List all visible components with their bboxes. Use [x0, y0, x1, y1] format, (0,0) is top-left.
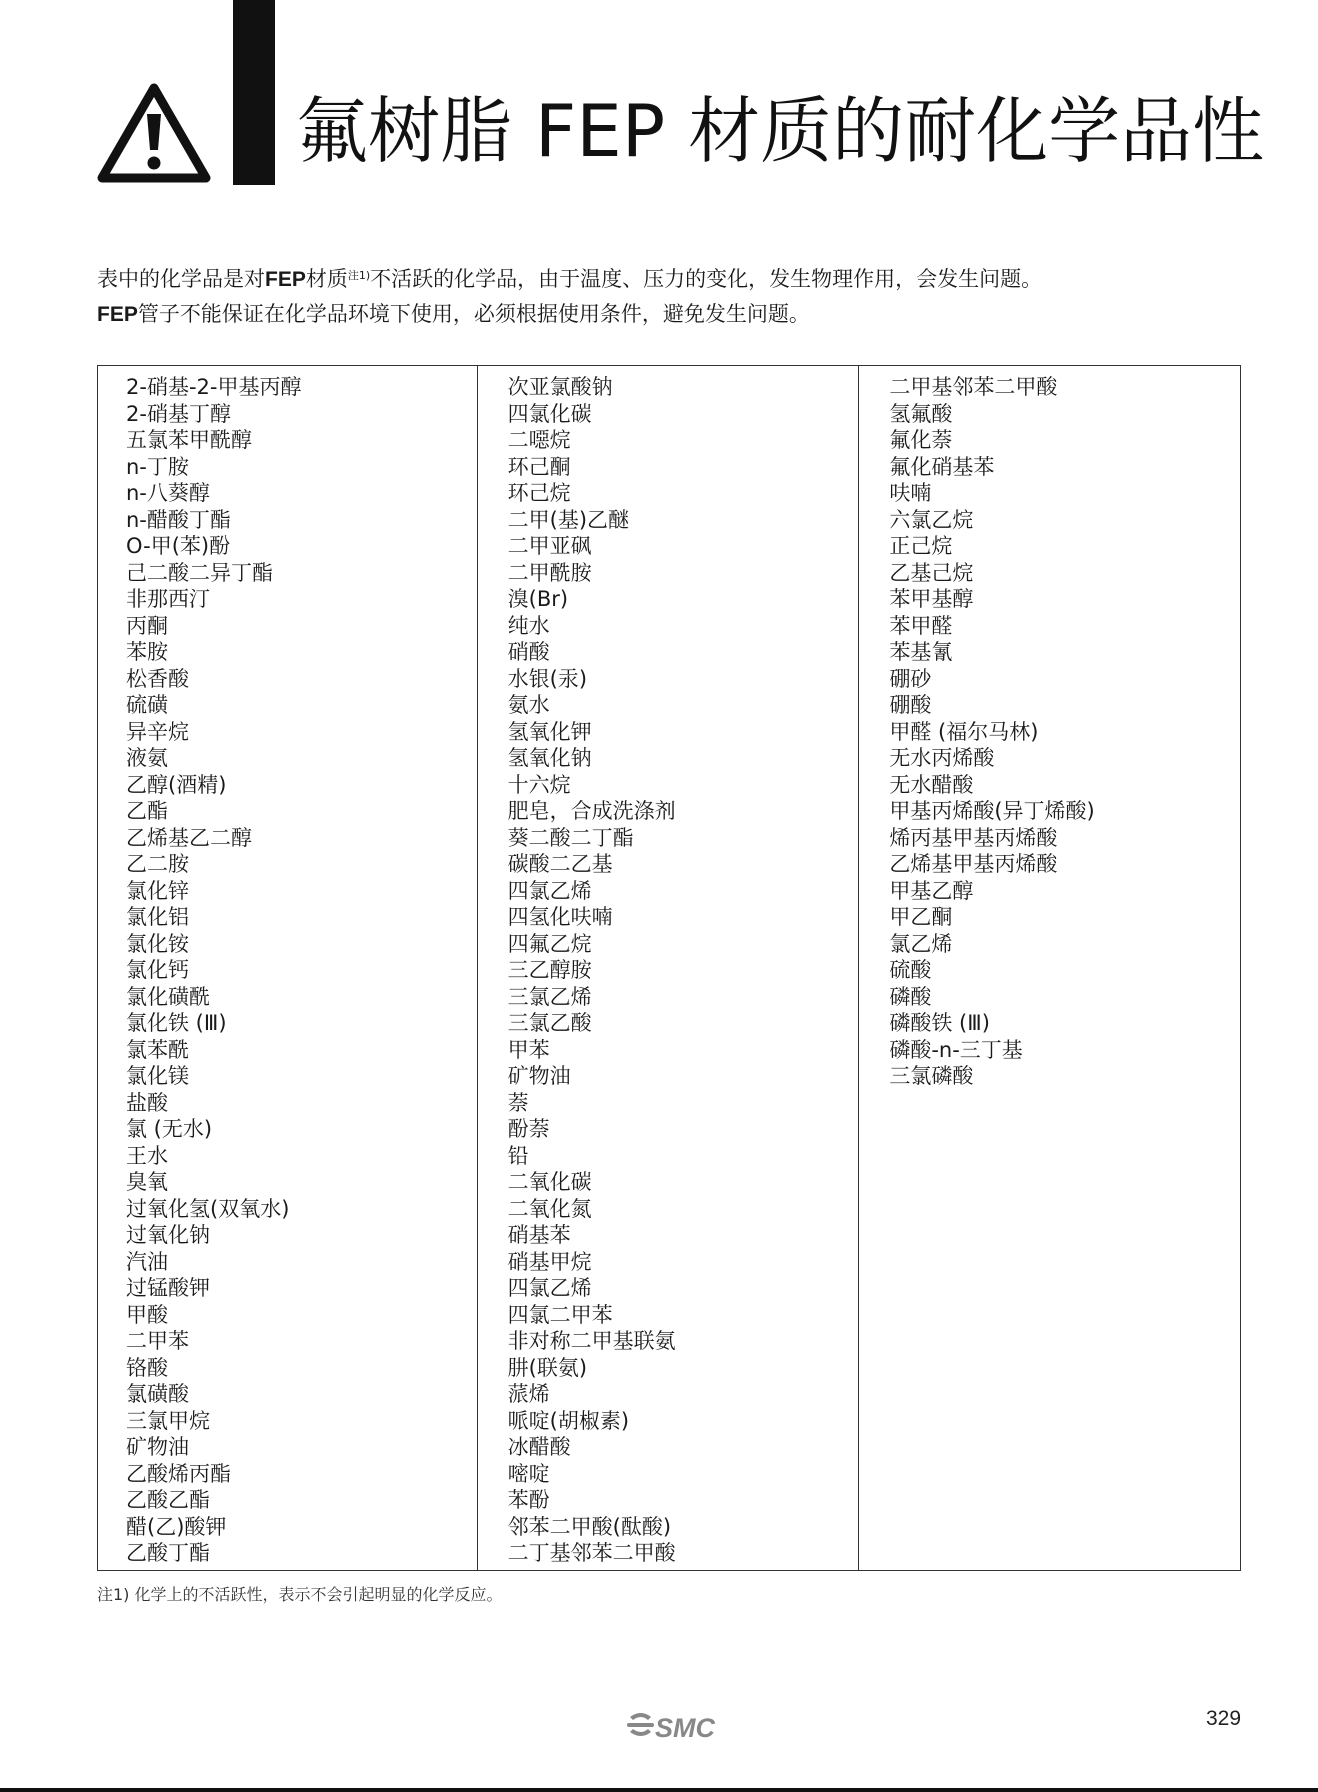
chemical-item: 铬酸: [126, 1355, 168, 1380]
chemical-item: 四氟乙烷: [507, 931, 592, 956]
chemical-item: 二丁基邻苯二甲酸: [507, 1541, 676, 1565]
chemical-item: 氯化磺酰: [126, 984, 210, 1009]
chemical-item: 邻苯二甲酸(酞酸): [507, 1514, 672, 1539]
chemical-item: 甲酸: [126, 1302, 168, 1327]
chemical-item: 五氯苯甲酰醇: [126, 428, 252, 452]
chemical-item: 苯酚: [507, 1488, 550, 1512]
chemical-column-2: [477, 366, 859, 1570]
chemical-item: 过氧化钠: [126, 1223, 210, 1247]
chemical-item: 正己烷: [889, 534, 953, 558]
chemical-item: 甲乙酮: [889, 905, 953, 929]
chemical-item: 二噁烷: [507, 428, 571, 452]
chemical-item: 甲苯: [507, 1037, 550, 1062]
chemical-item: 矿物油: [126, 1435, 189, 1459]
chemical-item: 乙醇(酒精): [126, 772, 227, 797]
chemical-item: 三氯乙酸: [507, 1011, 592, 1035]
chemical-item: 氯乙烯: [889, 931, 953, 956]
chemical-item: 氯化铁 (Ⅲ): [126, 1011, 227, 1035]
smc-logo: [624, 1708, 719, 1744]
chemical-item: n-醋酸丁酯: [126, 507, 231, 532]
brand-name: SMC: [655, 1713, 715, 1743]
chemical-item: 呋喃: [889, 481, 932, 505]
chemical-item: 乙酸丁酯: [126, 1541, 210, 1565]
chemical-item: 四氯二甲苯: [507, 1302, 613, 1327]
chemical-item: 无水丙烯酸: [889, 746, 995, 770]
chemical-item: 2-硝基丁醇: [126, 401, 231, 426]
intro-paragraph: [97, 258, 1247, 332]
chemical-item: 氢氟酸: [889, 401, 953, 426]
chemical-item: 松香酸: [126, 666, 189, 691]
intro-line-2: FEP管子不能保证在化学品环境下使用，必须根据使用条件，避免发生问题。: [97, 302, 810, 326]
chemical-item: 四氯化碳: [507, 401, 592, 426]
chemical-item: 硝酸: [507, 640, 550, 664]
chemical-item: 盐酸: [126, 1090, 168, 1115]
chemical-item: 碳酸二乙基: [507, 852, 613, 876]
chemical-item: 哌啶(胡椒素): [507, 1408, 630, 1433]
chemical-item: 肼(联氨): [507, 1355, 588, 1380]
chemical-item: O-甲(苯)酚: [126, 534, 231, 558]
chemical-item: 氟化硝基苯: [889, 454, 995, 479]
chemical-item: 王水: [126, 1143, 168, 1168]
chemical-item: 苯甲基醇: [889, 587, 974, 611]
chemical-item: 磷酸铁 (Ⅲ): [889, 1011, 990, 1035]
chemical-item: 磷酸: [889, 984, 932, 1009]
chemical-item: 氯苯酰: [126, 1037, 189, 1062]
chemical-item: 己二酸二异丁酯: [126, 560, 273, 585]
chemical-item: 氯化铝: [126, 905, 189, 929]
chemical-item: 葵二酸二丁酯: [507, 825, 634, 850]
chemical-item: 酚萘: [507, 1117, 550, 1141]
chemical-item: 乙烯基甲基丙烯酸: [889, 852, 1058, 876]
chemical-item: 硫酸: [889, 958, 932, 982]
chemical-item: 液氨: [126, 746, 168, 770]
chemical-item: 无水醋酸: [889, 772, 974, 797]
chemical-item: n-丁胺: [126, 454, 189, 479]
chemical-item: 氟化萘: [889, 428, 953, 452]
chemical-item: 铅: [507, 1143, 529, 1168]
chemical-item: 硼砂: [889, 666, 932, 691]
chemical-item: 三乙醇胺: [507, 958, 592, 982]
chemical-item: 乙二胺: [126, 852, 189, 876]
chemical-item: 环己酮: [507, 454, 571, 479]
chemical-column-3: [858, 366, 1240, 1570]
chemical-item: 醋(乙)酸钾: [126, 1514, 227, 1539]
chemical-item: 过锰酸钾: [126, 1276, 210, 1300]
chemical-item: 纯水: [507, 613, 550, 638]
page-title: 氟树脂 FEP 材质的耐化学品性: [296, 89, 1265, 173]
chemical-item: 非对称二甲基联氨: [507, 1329, 676, 1353]
chemical-item: 蒎烯: [507, 1382, 550, 1406]
chemical-item: 丙酮: [126, 613, 168, 638]
chemical-item: 烯丙基甲基丙烯酸: [889, 825, 1058, 850]
chemical-item: 异辛烷: [126, 719, 189, 744]
chemical-item: 硫磺: [126, 693, 168, 717]
chemical-item: 肥皂，合成洗涤剂: [507, 799, 676, 823]
chemical-item: 非那西汀: [126, 587, 210, 611]
chemical-item: 氯化钙: [126, 958, 189, 982]
chemical-item: 氯化铵: [126, 931, 189, 956]
chemical-item: 冰醋酸: [507, 1435, 571, 1459]
footnote-ref: 注1): [347, 269, 371, 282]
chemical-item: 甲醛 (福尔马林): [889, 719, 1039, 744]
chemical-item: 甲基乙醇: [889, 878, 974, 903]
chemical-item: 氨水: [507, 693, 550, 717]
chemical-item: 乙酸乙酯: [126, 1488, 210, 1512]
chemical-item: 苯基氰: [889, 640, 953, 664]
bottom-rule: [0, 1788, 1318, 1792]
chemical-item: 四氯乙烯: [507, 878, 592, 903]
chemical-item: 苯甲醛: [889, 613, 953, 638]
chemical-item: 三氯乙烯: [507, 984, 592, 1009]
chemical-item: 二甲苯: [126, 1329, 189, 1353]
chemical-item: 臭氧: [126, 1170, 168, 1194]
footnote: 注1) 化学上的不活跃性，表示不会引起明显的化学反应。: [97, 1585, 503, 1604]
chemical-item: 氯磺酸: [126, 1382, 189, 1406]
chemical-item: 环己烷: [507, 481, 571, 505]
chemical-item: 嘧啶: [507, 1461, 550, 1486]
chemical-item: 氯 (无水): [126, 1117, 213, 1141]
chemical-item: 次亚氯酸钠: [507, 375, 613, 399]
chemical-item: 二甲基邻苯二甲酸: [889, 375, 1058, 399]
chemical-item: 十六烷: [507, 772, 571, 797]
chemical-item: 苯胺: [126, 640, 168, 664]
chemical-item: 四氯乙烯: [507, 1276, 592, 1300]
chemical-item: 氯化锌: [126, 878, 189, 903]
chemical-item: 2-硝基-2-甲基丙醇: [126, 375, 302, 399]
chemical-item: 矿物油: [507, 1064, 571, 1088]
chemical-item: 溴(Br): [507, 587, 569, 611]
title-accent-bar: [233, 0, 275, 185]
chemical-item: 甲基丙烯酸(异丁烯酸): [889, 799, 1095, 823]
chemical-item: 二甲酰胺: [507, 560, 592, 585]
chemical-item: 过氧化氢(双氧水): [126, 1196, 290, 1221]
chemical-column-1: [98, 366, 477, 1570]
intro-line-1: 表中的化学品是对FEP材质$^{注1)}$不活跃的化学品，由于温度、压力的变化，发生物理作用，会发生问题。: [97, 267, 1043, 291]
page-number: 329: [1206, 1707, 1242, 1730]
chemical-item: 氢氧化钠: [507, 746, 592, 770]
warning-triangle-icon: [96, 82, 212, 184]
chemical-item: 萘: [507, 1090, 529, 1115]
chemical-item: 汽油: [126, 1249, 168, 1274]
chemical-item: 硼酸: [889, 693, 932, 717]
chemical-item: 六氯乙烷: [889, 507, 974, 532]
chemical-item: 二甲(基)乙醚: [507, 507, 630, 532]
chemical-item: 四氢化呋喃: [507, 905, 613, 929]
chemical-item: 磷酸-n-三丁基: [889, 1037, 1023, 1062]
chemical-table: [97, 365, 1241, 1571]
chemical-item: 水银(汞): [507, 666, 588, 691]
chemical-item: 乙基己烷: [889, 560, 974, 585]
chemical-item: 二氧化碳: [507, 1170, 592, 1194]
chemical-item: 三氯甲烷: [126, 1408, 210, 1433]
chemical-item: 氢氧化钾: [507, 719, 592, 744]
chemical-item: 三氯磷酸: [889, 1064, 974, 1088]
chemical-item: 氯化镁: [126, 1064, 189, 1088]
chemical-item: 二氧化氮: [507, 1196, 592, 1221]
chemical-item: 乙酯: [126, 799, 168, 823]
chemical-item: 硝基甲烷: [507, 1249, 592, 1274]
chemical-item: 乙烯基乙二醇: [126, 825, 252, 850]
chemical-item: 硝基苯: [507, 1223, 571, 1247]
chemical-item: n-八葵醇: [126, 481, 210, 505]
chemical-item: 乙酸烯丙酯: [126, 1461, 231, 1486]
chemical-item: 二甲亚砜: [507, 534, 592, 558]
